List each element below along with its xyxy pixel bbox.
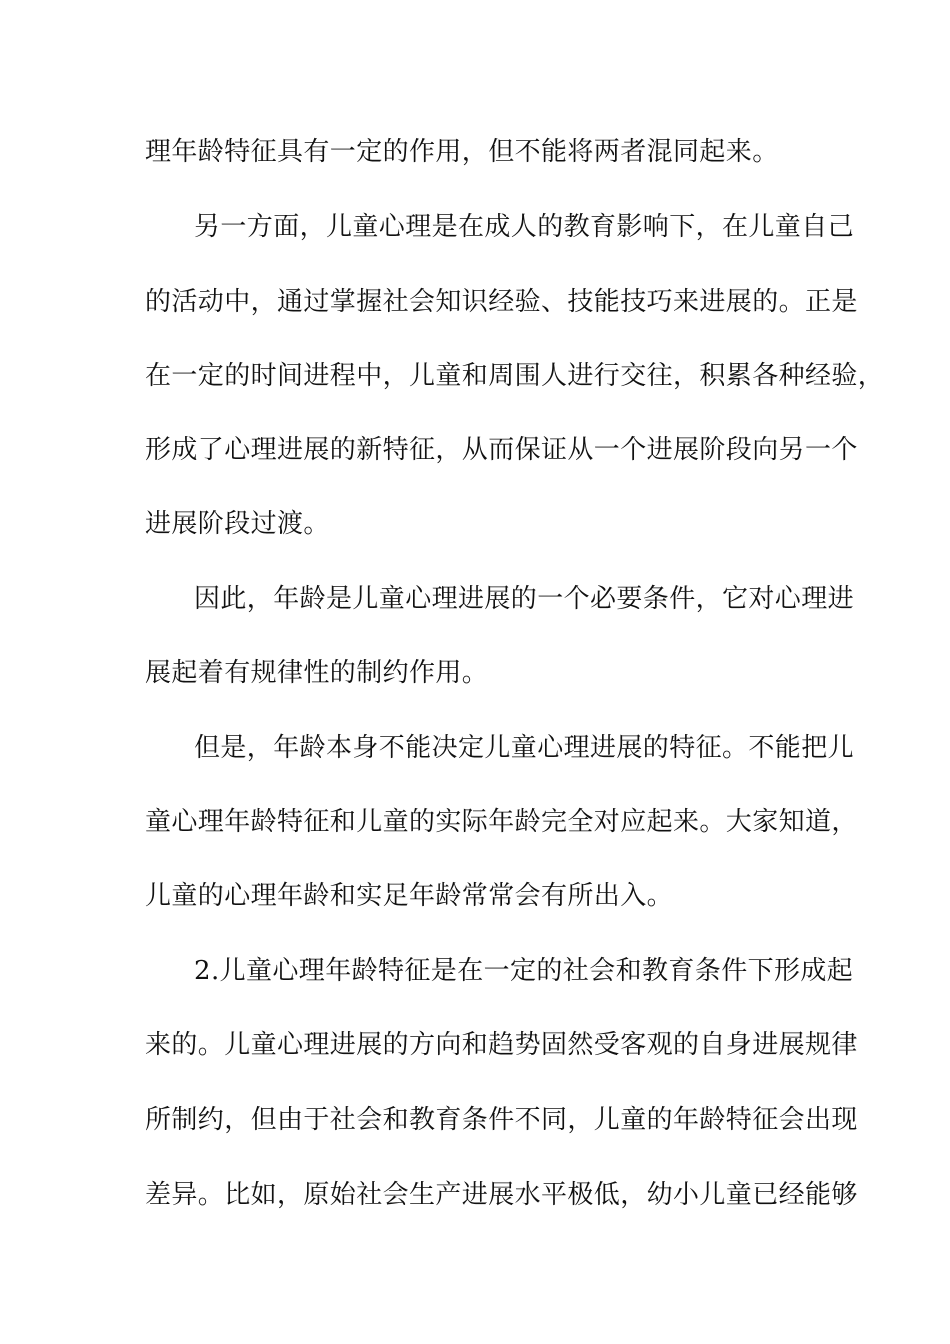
text-line: 在一定的时间进程中，儿童和周围人进行交往，积累各种经验，: [145, 361, 885, 391]
text-line: 展起着有规律性的制约作用。: [145, 658, 489, 688]
text-line: 的活动中，通过掌握社会知识经验、技能技巧来进展的。正是: [145, 287, 858, 317]
text-line: 进展阶段过渡。: [145, 509, 330, 539]
paragraph-line: 另一方面，儿童心理是在成人的教育影响下，在儿童自己: [194, 212, 855, 242]
paragraph-line: 因此，年龄是儿童心理进展的一个必要条件，它对心理进: [194, 584, 855, 614]
text-line: 所制约，但由于社会和教育条件不同，儿童的年龄特征会出现: [145, 1105, 858, 1135]
paragraph-line: 但是，年龄本身不能决定儿童心理进展的特征。不能把儿: [194, 733, 855, 763]
text-line: 形成了心理进展的新特征，从而保证从一个进展阶段向另一个: [145, 435, 858, 465]
paragraph-line: 2.儿童心理年龄特征是在一定的社会和教育条件下形成起: [194, 956, 854, 986]
text-line: 差异。比如，原始社会生产进展水平极低，幼小儿童已经能够: [145, 1180, 858, 1210]
text-line: 儿童的心理年龄和实足年龄常常会有所出入。: [145, 881, 674, 911]
text-line: 理年龄特征具有一定的作用，但不能将两者混同起来。: [145, 137, 779, 167]
text-line: 童心理年龄特征和儿童的实际年龄完全对应起来。大家知道，: [145, 807, 858, 837]
text-line: 来的。儿童心理进展的方向和趋势固然受客观的自身进展规律: [145, 1030, 858, 1060]
